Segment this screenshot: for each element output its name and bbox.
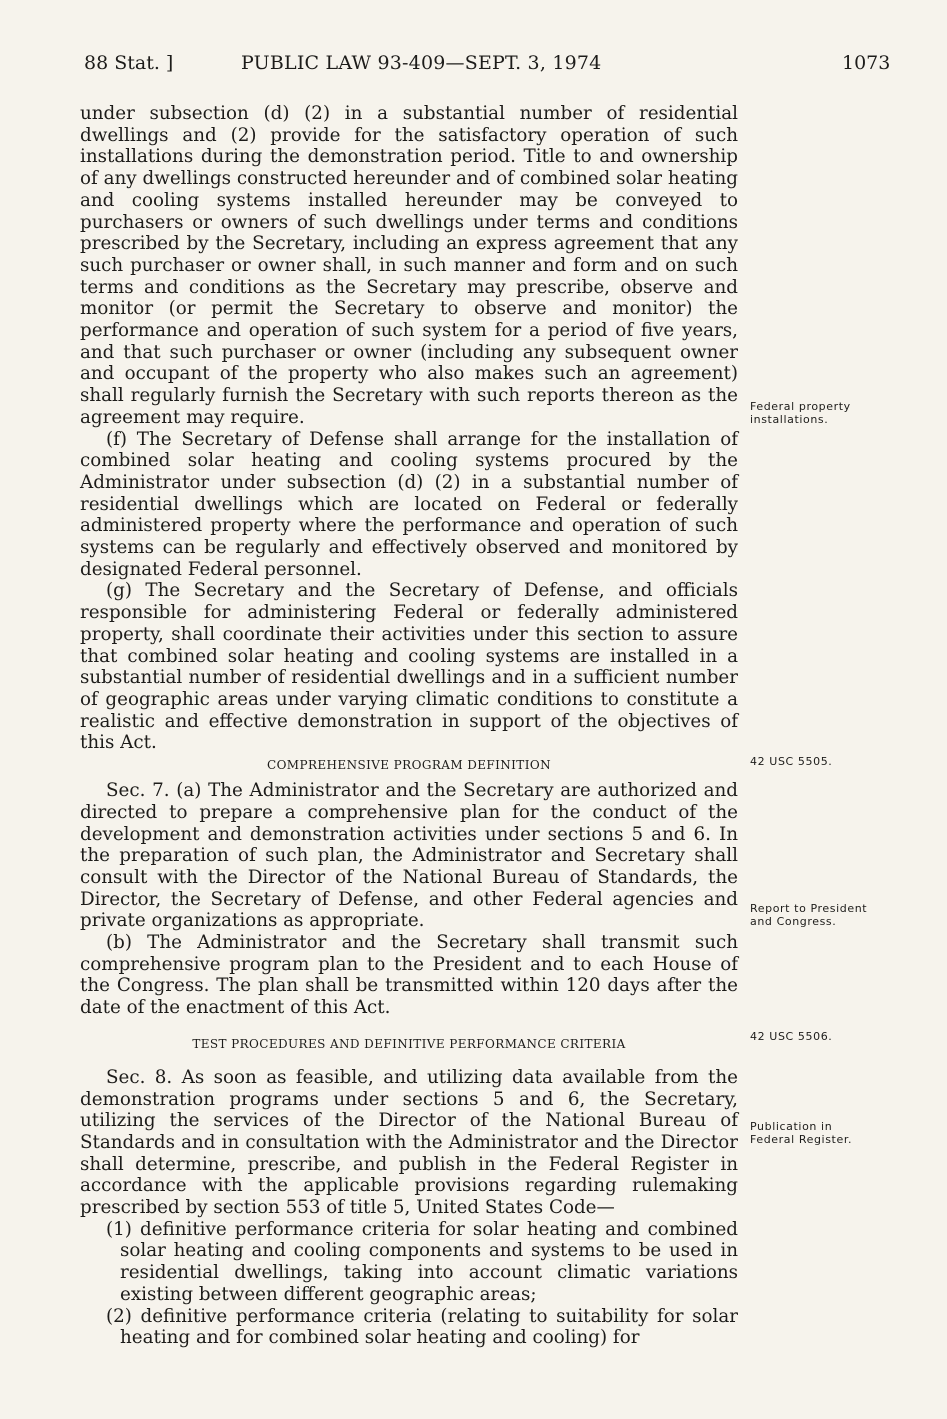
body-text xyxy=(80,103,738,1349)
section-8: Sec. 8. As soon as feasible, and utilizing data available from the demonstration programs under sections 5 and 6, the Secretary, utilizing the services of the Director of the National Bureau of Standards and in consultation with the Administrator and the Director shall determine, prescribe, and publish in the Federal Register in accordance with the applicable provisions regarding rulemaking prescribed by section 553 of title 5, United States Code— xyxy=(80,1066,738,1219)
margin-note-federal-property: Federal property installations. xyxy=(750,400,851,426)
section-7a: Sec. 7. (a) The Administrator and the Secretary are authorized and directed to prepare a comprehensive plan for the conduct of the development and demonstration activities under sections 5 and 6. In the preparation of such plan, the Administrator and Secretary shall consult with the Director of the National Bureau of Standards, the Director, the Secretary of Defense, and other Federal agencies and private organizations as appropriate. xyxy=(80,780,738,932)
subsection-f: (f) The Secretary of Defense shall arrange for the installation of combined solar heating and cooling systems procured by the Administrator under subsection (d) (2) in a substantial number of residential dwellings which are located on Federal or federally administered property where the performance and operation of such systems can be regularly and effectively observed and monitored by designated Federal personnel. xyxy=(80,428,738,580)
margin-note-report: Report to President and Congress. xyxy=(750,902,868,928)
page-number: 1073 xyxy=(842,52,891,74)
margin-note-publication: Publication in Federal Register. xyxy=(750,1120,853,1146)
running-title: PUBLIC LAW 93-409—SEPT. 3, 1974 xyxy=(241,52,602,74)
statute-volume: 88 Stat. ] xyxy=(84,52,174,74)
section-heading-comprehensive-program: COMPREHENSIVE PROGRAM DEFINITION xyxy=(266,758,551,773)
subsection-g: (g) The Secretary and the Secretary of Defense, and officials responsible for administering Federal or federally administered property, shall coordinate their activities under this section to assure that combined solar heating and cooling systems are installed in a substantial number of residential dwellings and in a sufficient number of geographic areas under varying climatic conditions to constitute a realistic and effective demonstration in support of the objectives of this Act. xyxy=(80,580,738,754)
margin-note-42-usc-5506: 42 USC 5506. xyxy=(750,1030,833,1043)
margin-note-42-usc-5505: 42 USC 5505. xyxy=(750,755,833,768)
section-heading-test-procedures: TEST PROCEDURES AND DEFINITIVE PERFORMANCE CRITERIA xyxy=(192,1036,626,1051)
section-7b: (b) The Administrator and the Secretary shall transmit such comprehensive program plan to the President and to each House of the Congress. The plan shall be transmitted within 120 days after the date of the enactment of this Act. xyxy=(80,932,738,1019)
list-item: (2) definitive performance criteria (relating to suitability for solar heating and for combined solar heating and cooling) for xyxy=(106,1305,738,1349)
paragraph-continued: under subsection (d) (2) in a substantial number of residential dwellings and (2) provide for the satisfactory operation of such installations during the demonstration period. Title to and ownership of any dwellings constructed hereunder and of combined solar heating and cooling systems installed hereunder may be conveyed to purchasers or owners of such dwellings under terms and conditions prescribed by the Secretary, including an express agreement that any such purchaser or owner shall, in such manner and form and on such terms and conditions as the Secretary may prescribe, observe and monitor (or permit the Secretary to observe and monitor) the performance and operation of such system for a period of five years, and that such purchaser or owner (including any subsequent owner and occupant of the property who also makes such an agreement) shall regularly furnish the Secretary with such reports thereon as the agreement may require. xyxy=(80,103,738,428)
list-item: (1) definitive performance criteria for solar heating and combined solar heating and cooling components and systems to be used in residential dwellings, taking into account climatic variations existing between different geographic areas; xyxy=(106,1218,738,1305)
